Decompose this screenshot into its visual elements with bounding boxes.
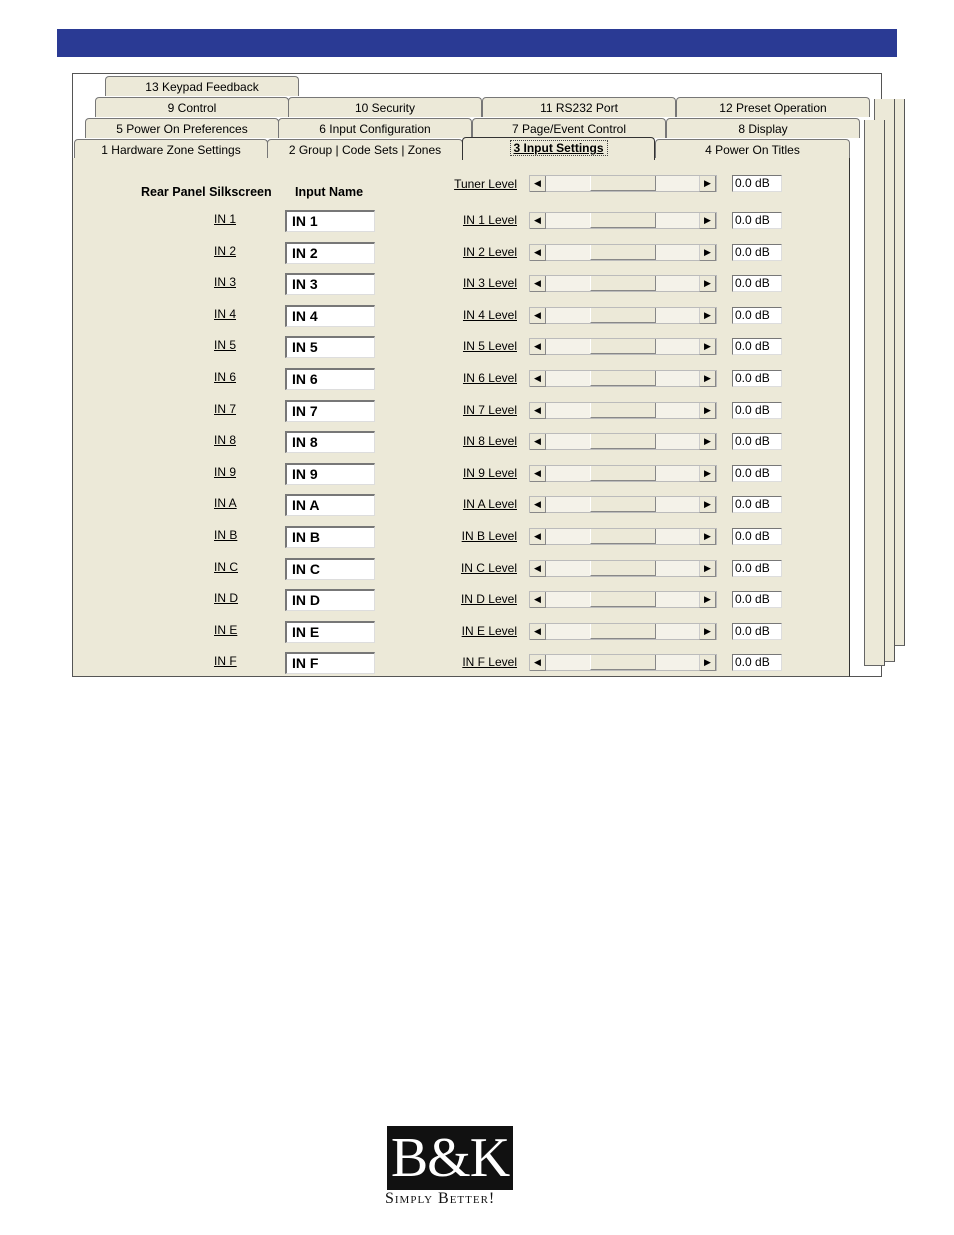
slider-thumb[interactable]: [590, 466, 656, 481]
tab-label: 10 Security: [354, 101, 416, 115]
tab-power-on-titles[interactable]: [655, 139, 850, 159]
tab-power-on-preferences[interactable]: [85, 118, 279, 138]
input-level-value[interactable]: 0.0 dB: [732, 402, 782, 419]
tab-label: 4 Power On Titles: [705, 143, 800, 157]
input-name-field[interactable]: IN 8: [285, 431, 375, 453]
input-level-value[interactable]: 0.0 dB: [732, 528, 782, 545]
header-bar: [57, 29, 897, 57]
input-level-value[interactable]: 0.0 dB: [732, 338, 782, 355]
input-level-value[interactable]: 0.0 dB: [732, 244, 782, 261]
silkscreen-label: IN F: [214, 654, 237, 668]
scroll-right-icon[interactable]: ▶: [699, 371, 716, 387]
tab-input-settings[interactable]: [462, 137, 655, 160]
scroll-right-icon[interactable]: ▶: [699, 592, 716, 608]
slider-thumb[interactable]: [590, 276, 656, 291]
input-level-slider[interactable]: [529, 307, 717, 324]
tab-label: 6 Input Configuration: [319, 122, 431, 136]
tab-label: 8 Display: [738, 122, 788, 136]
silkscreen-label: IN 9: [214, 465, 237, 479]
tab-group-code-sets-zones[interactable]: [267, 139, 463, 159]
slider-thumb[interactable]: [590, 371, 656, 386]
input-level-value[interactable]: 0.0 dB: [732, 433, 782, 450]
scroll-left-icon[interactable]: ◀: [530, 497, 546, 513]
slider-thumb[interactable]: [590, 561, 656, 576]
input-level-label: IN 7 Level: [462, 403, 517, 417]
tab-label: 5 Power On Preferences: [116, 122, 248, 136]
input-level-value[interactable]: 0.0 dB: [732, 212, 782, 229]
input-name-field[interactable]: IN A: [285, 494, 375, 516]
scroll-left-icon[interactable]: ◀: [530, 434, 546, 450]
input-level-slider[interactable]: [529, 654, 717, 671]
bk-logo: B&K: [387, 1126, 513, 1190]
tuner-level-label: Tuner Level: [454, 177, 517, 191]
silkscreen-label: IN B: [214, 528, 238, 542]
silkscreen-label: IN 5: [214, 338, 237, 352]
slider-thumb[interactable]: [590, 308, 656, 323]
scroll-right-icon[interactable]: ▶: [699, 213, 716, 229]
silkscreen-label: IN 7: [214, 402, 237, 416]
silkscreen-label: IN 6: [214, 370, 237, 384]
input-name-field[interactable]: IN D: [285, 589, 375, 611]
tab-keypad-feedback[interactable]: [105, 76, 299, 96]
slider-thumb[interactable]: [590, 529, 656, 544]
silkscreen-label: IN 4: [214, 307, 237, 321]
tab-label: 3 Input Settings: [511, 141, 607, 155]
input-level-slider[interactable]: [529, 275, 717, 292]
input-level-value[interactable]: 0.0 dB: [732, 591, 782, 608]
scroll-right-icon[interactable]: ▶: [699, 245, 716, 261]
scroll-right-icon[interactable]: ▶: [699, 624, 716, 640]
input-level-slider[interactable]: [529, 370, 717, 387]
slider-thumb[interactable]: [590, 497, 656, 512]
scroll-right-icon[interactable]: ▶: [699, 497, 716, 513]
silkscreen-label: IN E: [214, 623, 238, 637]
input-name-field[interactable]: IN 1: [285, 210, 375, 232]
tab-label: 11 RS232 Port: [540, 101, 618, 115]
input-level-slider[interactable]: [529, 496, 717, 513]
scroll-right-icon[interactable]: ▶: [699, 529, 716, 545]
input-name-field[interactable]: IN 2: [285, 242, 375, 264]
scroll-left-icon[interactable]: ◀: [530, 655, 546, 671]
input-level-label: IN 1 Level: [462, 213, 517, 227]
input-level-label: IN 5 Level: [462, 339, 517, 353]
scroll-left-icon[interactable]: ◀: [530, 561, 546, 577]
tab-label: 1 Hardware Zone Settings: [101, 143, 241, 157]
scroll-right-icon[interactable]: ▶: [699, 339, 716, 355]
input-level-slider[interactable]: [529, 528, 717, 545]
input-level-label: IN 8 Level: [462, 434, 517, 448]
input-level-label: IN 9 Level: [462, 466, 517, 480]
tab-label: 2 Group | Code Sets | Zones: [288, 143, 442, 157]
silkscreen-label: IN 2: [214, 244, 237, 258]
tab-label: 13 Keypad Feedback: [145, 80, 259, 94]
input-level-slider[interactable]: [529, 338, 717, 355]
input-level-value[interactable]: 0.0 dB: [732, 623, 782, 640]
input-name-field[interactable]: IN B: [285, 526, 375, 548]
silkscreen-label: IN 8: [214, 433, 237, 447]
silkscreen-label: IN D: [214, 591, 238, 605]
scroll-right-icon[interactable]: ▶: [699, 308, 716, 324]
scroll-left-icon[interactable]: ◀: [530, 624, 546, 640]
input-level-value[interactable]: 0.0 dB: [732, 465, 782, 482]
silkscreen-header: Rear Panel Silkscreen: [141, 185, 272, 199]
tab-hardware-zone-settings[interactable]: [74, 139, 268, 159]
scroll-right-icon[interactable]: ▶: [699, 466, 716, 482]
input-name-field[interactable]: IN 6: [285, 368, 375, 390]
scroll-left-icon[interactable]: ◀: [530, 371, 546, 387]
input-name-field[interactable]: IN 7: [285, 400, 375, 422]
scroll-left-icon[interactable]: ◀: [530, 466, 546, 482]
input-level-slider[interactable]: [529, 244, 717, 261]
input-level-slider[interactable]: [529, 212, 717, 229]
input-level-label: IN 3 Level: [462, 276, 517, 290]
slider-thumb[interactable]: [590, 176, 656, 191]
input-settings-panel: [73, 158, 850, 677]
input-level-slider[interactable]: [529, 402, 717, 419]
tab-label: 7 Page/Event Control: [511, 122, 627, 136]
scroll-left-icon[interactable]: ◀: [530, 213, 546, 229]
input-name-field[interactable]: IN F: [285, 652, 375, 674]
logo-tagline: Simply Better!: [385, 1190, 496, 1207]
input-level-slider[interactable]: [529, 465, 717, 482]
slider-thumb[interactable]: [590, 339, 656, 354]
scroll-right-icon[interactable]: ▶: [699, 655, 716, 671]
slider-thumb[interactable]: [590, 655, 656, 670]
tab-label: 9 Control: [167, 101, 217, 115]
silkscreen-label: IN 1: [214, 212, 237, 226]
scroll-left-icon[interactable]: ◀: [530, 308, 546, 324]
slider-thumb[interactable]: [590, 213, 656, 228]
scroll-right-icon[interactable]: ▶: [699, 561, 716, 577]
input-name-field[interactable]: IN 4: [285, 305, 375, 327]
input-name-field[interactable]: IN 5: [285, 336, 375, 358]
slider-thumb[interactable]: [590, 434, 656, 449]
silkscreen-label: IN C: [214, 560, 238, 574]
tab-display[interactable]: [666, 118, 860, 138]
input-level-label: IN B Level: [461, 529, 517, 543]
input-name-field[interactable]: IN 3: [285, 273, 375, 295]
tab-label: 12 Preset Operation: [719, 101, 827, 115]
scroll-left-icon[interactable]: ◀: [530, 529, 546, 545]
scroll-right-icon[interactable]: ▶: [699, 176, 716, 192]
scroll-right-icon[interactable]: ▶: [699, 403, 716, 419]
tab-rs232-port[interactable]: [482, 97, 676, 117]
input-level-value[interactable]: 0.0 dB: [732, 654, 782, 671]
input-level-value[interactable]: 0.0 dB: [732, 307, 782, 324]
slider-thumb[interactable]: [590, 592, 656, 607]
input-level-label: IN 6 Level: [462, 371, 517, 385]
input-name-field[interactable]: IN C: [285, 558, 375, 580]
scroll-left-icon[interactable]: ◀: [530, 176, 546, 192]
tab-preset-operation[interactable]: [676, 97, 870, 117]
input-level-label: IN 2 Level: [462, 245, 517, 259]
scroll-left-icon[interactable]: ◀: [530, 403, 546, 419]
slider-thumb[interactable]: [590, 624, 656, 639]
input-level-slider[interactable]: [529, 591, 717, 608]
slider-thumb[interactable]: [590, 245, 656, 260]
input-level-value[interactable]: 0.0 dB: [732, 370, 782, 387]
input-level-slider[interactable]: [529, 623, 717, 640]
tuner-level-value[interactable]: 0.0 dB: [732, 175, 782, 192]
tab-control[interactable]: [95, 97, 289, 117]
input-level-label: IN C Level: [460, 561, 517, 575]
input-level-value[interactable]: 0.0 dB: [732, 275, 782, 292]
input-level-label: IN A Level: [462, 497, 517, 511]
input-level-slider[interactable]: [529, 433, 717, 450]
scroll-left-icon[interactable]: ◀: [530, 339, 546, 355]
app-window: [72, 73, 882, 677]
input-name-header: Input Name: [295, 185, 364, 199]
input-name-field[interactable]: IN E: [285, 621, 375, 643]
silkscreen-label: IN A: [214, 496, 237, 510]
tab-input-configuration[interactable]: [278, 118, 472, 138]
input-level-label: IN 4 Level: [462, 308, 517, 322]
scroll-right-icon[interactable]: ▶: [699, 276, 716, 292]
scroll-left-icon[interactable]: ◀: [530, 276, 546, 292]
input-level-label: IN D Level: [460, 592, 517, 606]
back-tab-page: [864, 120, 885, 666]
input-level-label: IN F Level: [462, 655, 517, 669]
input-level-value[interactable]: 0.0 dB: [732, 560, 782, 577]
scroll-right-icon[interactable]: ▶: [699, 434, 716, 450]
input-level-slider[interactable]: [529, 560, 717, 577]
scroll-left-icon[interactable]: ◀: [530, 592, 546, 608]
input-level-label: IN E Level: [461, 624, 517, 638]
tab-page-event-control[interactable]: [472, 118, 666, 138]
input-level-value[interactable]: 0.0 dB: [732, 496, 782, 513]
input-name-field[interactable]: IN 9: [285, 463, 375, 485]
slider-thumb[interactable]: [590, 403, 656, 418]
silkscreen-label: IN 3: [214, 275, 237, 289]
tab-security[interactable]: [288, 97, 482, 117]
scroll-left-icon[interactable]: ◀: [530, 245, 546, 261]
tuner-level-slider[interactable]: [529, 175, 717, 192]
